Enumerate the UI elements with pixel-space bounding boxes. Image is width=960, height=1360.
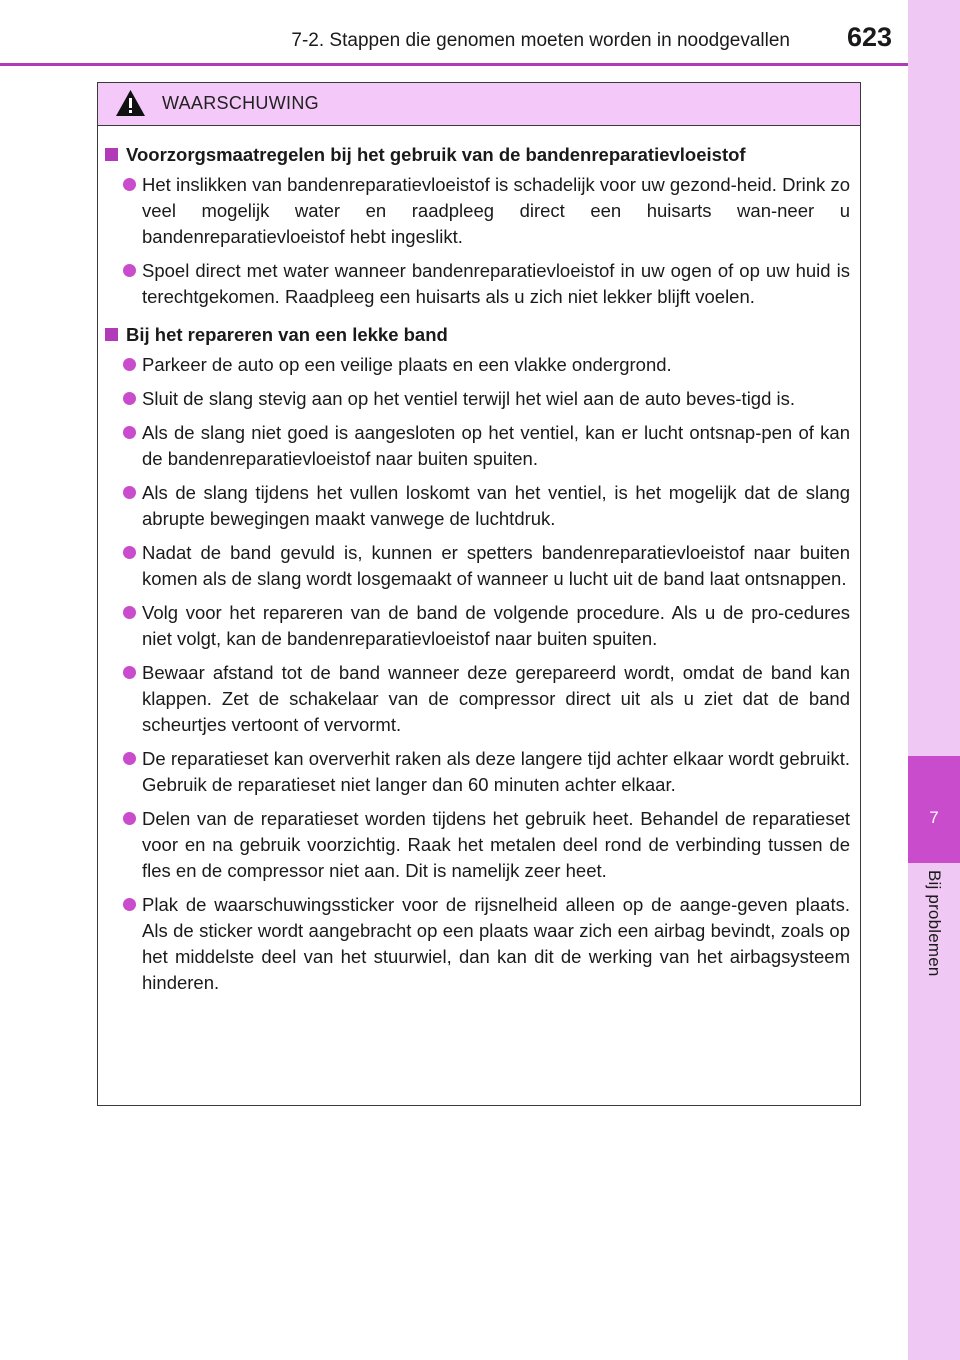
list-item [123,386,850,412]
list-item [123,480,850,532]
list-item [123,420,850,472]
section-title-text: Bij het repareren van een lekke band [126,324,448,345]
side-tab [908,0,960,1360]
bullet-icon [123,426,136,439]
section-title [105,322,850,348]
section-title [105,142,850,168]
list-item [123,806,850,884]
list-item [123,540,850,592]
warning-box [97,82,861,1106]
warning-body [98,126,860,996]
list-item-text: Als de slang tijdens het vullen loskomt van het ventiel, is het mogelijk dat de slang abrupte bewegingen maakt vanwege de luchtdruk. [142,482,850,529]
bullet-icon [123,898,136,911]
section-marker-icon [105,328,118,341]
list-item-text: Nadat de band gevuld is, kunnen er spetters bandenreparatievloeistof naar buiten komen als de slang wordt losgemaakt of wanneer u lucht uit de band laat ontsnappen. [142,542,850,589]
list-item-text: Plak de waarschuwingssticker voor de rijsnelheid alleen op de aange-geven plaats. Als de sticker wordt aangebracht op een plaats waar zich een airbag bevindt, zoals op het middelste deel van het stuurwiel, dan kan dit de werking van het airbagsysteem hinderen. [142,894,850,993]
section-marker-icon [105,148,118,161]
list-item [123,172,850,250]
list-item [123,258,850,310]
page-number: 623 [846,22,892,52]
bullet-icon [123,392,136,405]
bullet-icon [123,812,136,825]
bullet-icon [123,752,136,765]
list-item-text: Als de slang niet goed is aangesloten op het ventiel, kan er lucht ontsnap-pen of kan de bandenreparatievloeistof naar buiten spuiten. [142,422,850,469]
list-item-text: Delen van de reparatieset worden tijdens het gebruik heet. Behandel de reparatieset voor en na gebruik voorzichtig. Raak het metalen deel rond de verbinding tussen de fles en de compressor niet aan. Dit is namelijk zeer heet. [142,808,850,881]
list-item-text: Bewaar afstand tot de band wanneer deze gerepareerd wordt, omdat de band kan klappen. Zet de schakelaar van de compressor direct uit als u ziet dat de band scheurtjes vertoont of vervormt. [142,662,850,735]
chapter-label: Bij problemen [925,870,944,977]
chapter-number: 7 [929,808,939,827]
bullet-icon [123,358,136,371]
bullet-icon [123,486,136,499]
warning-header [98,83,860,126]
list-item [123,892,850,996]
list-item [123,746,850,798]
list-item-text: De reparatieset kan oververhit raken als deze langere tijd achter elkaar wordt gebruikt. Gebruik de reparatieset niet langer dan 60 minuten achter elkaar. [142,748,850,795]
bullet-icon [123,606,136,619]
list-item-text: Spoel direct met water wanneer bandenreparatievloeistof in uw ogen of op uw huid is terechtgekomen. Raadpleeg een huisarts als u zich niet lekker blijft voelen. [142,260,850,307]
bullet-icon [123,666,136,679]
list-item [123,352,850,378]
warning-triangle-icon [115,89,146,117]
list-item [123,600,850,652]
bullet-icon [123,546,136,559]
warning-title: WAARSCHUWING [162,93,319,113]
section-title-text: Voorzorgsmaatregelen bij het gebruik van de bandenreparatievloeistof [126,144,746,165]
list-item-text: Sluit de slang stevig aan op het ventiel terwijl het wiel aan de auto beves-tigd is. [142,388,796,409]
list-item [123,660,850,738]
page-header-title: 7-2. Stappen die genomen moeten worden in noodgevallen [291,30,790,51]
list-item-text: Volg voor het repareren van de band de volgende procedure. Als u de pro-cedures niet volgt, kan de bandenreparatievloeistof naar buiten spuiten. [142,602,850,649]
list-item-text: Het inslikken van bandenreparatievloeistof is schadelijk voor uw gezond-heid. Drink zo veel mogelijk water en raadpleeg direct een huisarts wan-neer u bandenreparatievloeistof hebt ingeslikt. [142,174,850,247]
bullet-icon [123,178,136,191]
bullet-icon [123,264,136,277]
list-item-text: Parkeer de auto op een veilige plaats en een vlakke ondergrond. [142,354,672,375]
header-rule [0,63,908,66]
